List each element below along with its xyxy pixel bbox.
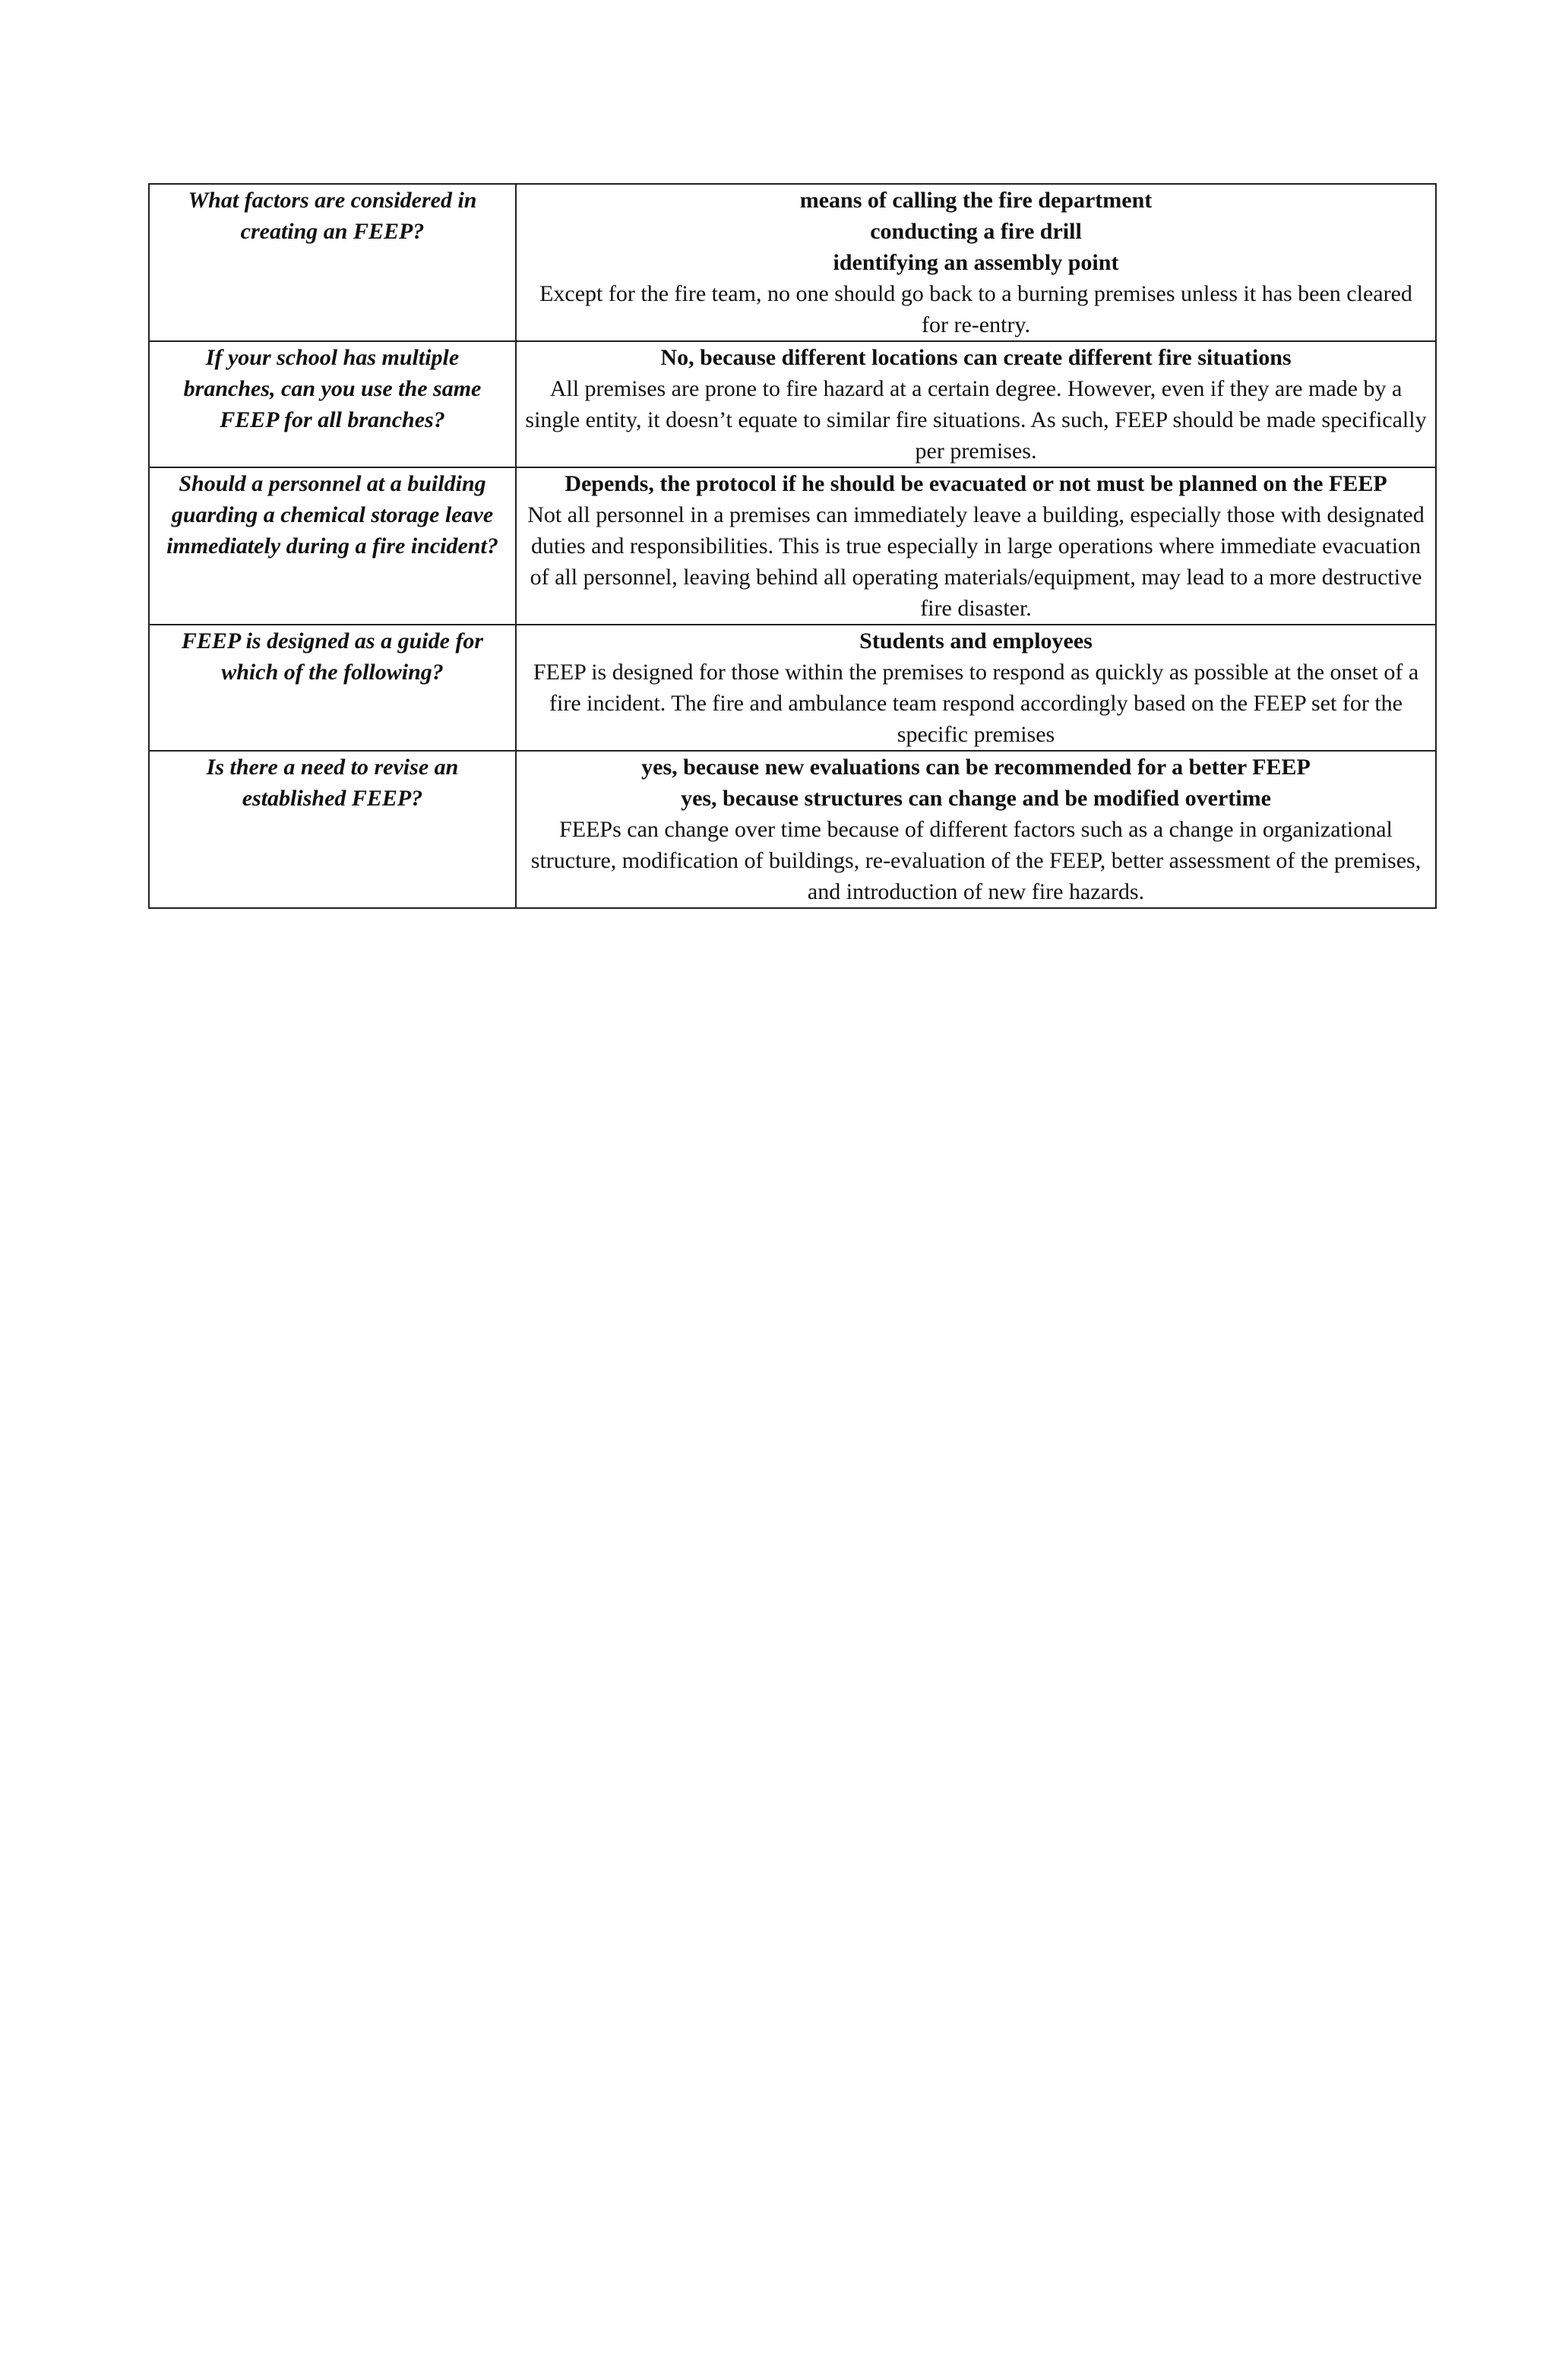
answer-text: identifying an assembly point (833, 250, 1119, 275)
table-row (149, 625, 1436, 751)
explanation-text: FEEPs can change over time because of different factors such as a change in organizational structure, modification of buildings, re-evaluation of the FEEP, better assessment of the premises, and introduction of new fire hazards. (530, 817, 1422, 904)
qa-table (148, 183, 1437, 909)
answer-cell (516, 467, 1436, 625)
table-row (149, 467, 1436, 625)
explanation-text: FEEP is designed for those within the premises to respond as quickly as possible at the onset of a fire incident. The fire and ambulance team respond accordingly based on the FEEP set for the specific premises (533, 660, 1419, 747)
answer-cell (516, 184, 1436, 341)
question-text: Is there a need to revise an established FEEP? (206, 755, 459, 811)
answer-text: means of calling the fire department (799, 188, 1153, 213)
question-text: FEEP is designed as a guide for which of the following? (181, 628, 484, 685)
question-cell (149, 751, 516, 908)
question-text: If your school has multiple branches, can you use the same FEEP for all branches? (183, 345, 482, 432)
question-cell (149, 625, 516, 751)
answer-text: conducting a fire drill (870, 219, 1082, 244)
table-row (149, 184, 1436, 341)
explanation-text: Except for the fire team, no one should go back to a burning premises unless it has been cleared for re-entry. (539, 281, 1412, 337)
question-text: What factors are considered in creating an FEEP? (188, 188, 477, 244)
question-cell (149, 467, 516, 625)
table-row (149, 341, 1436, 467)
question-cell (149, 184, 516, 341)
answer-text: Students and employees (859, 628, 1093, 654)
answer-text: Depends, the protocol if he should be evacuated or not must be planned on the FEEP (565, 471, 1387, 496)
table-row (149, 751, 1436, 908)
answer-cell (516, 751, 1436, 908)
explanation-text: Not all personnel in a premises can immediately leave a building, especially those with designated duties and responsibilities. This is true especially in large operations where immediate evacuation of all personnel, leaving behind all operating materials/equipment, may lead to a more destructive fire disaster. (527, 502, 1425, 621)
answer-cell (516, 625, 1436, 751)
explanation-text: All premises are prone to fire hazard at a certain degree. However, even if they are made by a single entity, it doesn’t equate to similar fire situations. As such, FEEP should be made specifically per premises. (525, 376, 1427, 464)
answer-text: yes, because structures can change and be modified overtime (681, 786, 1271, 811)
question-text: Should a personnel at a building guarding a chemical storage leave immediately during a fire incident? (166, 471, 498, 559)
answer-text: yes, because new evaluations can be recommended for a better FEEP (641, 755, 1311, 780)
answer-text: No, because different locations can create different fire situations (660, 345, 1292, 370)
answer-cell (516, 341, 1436, 467)
question-cell (149, 341, 516, 467)
